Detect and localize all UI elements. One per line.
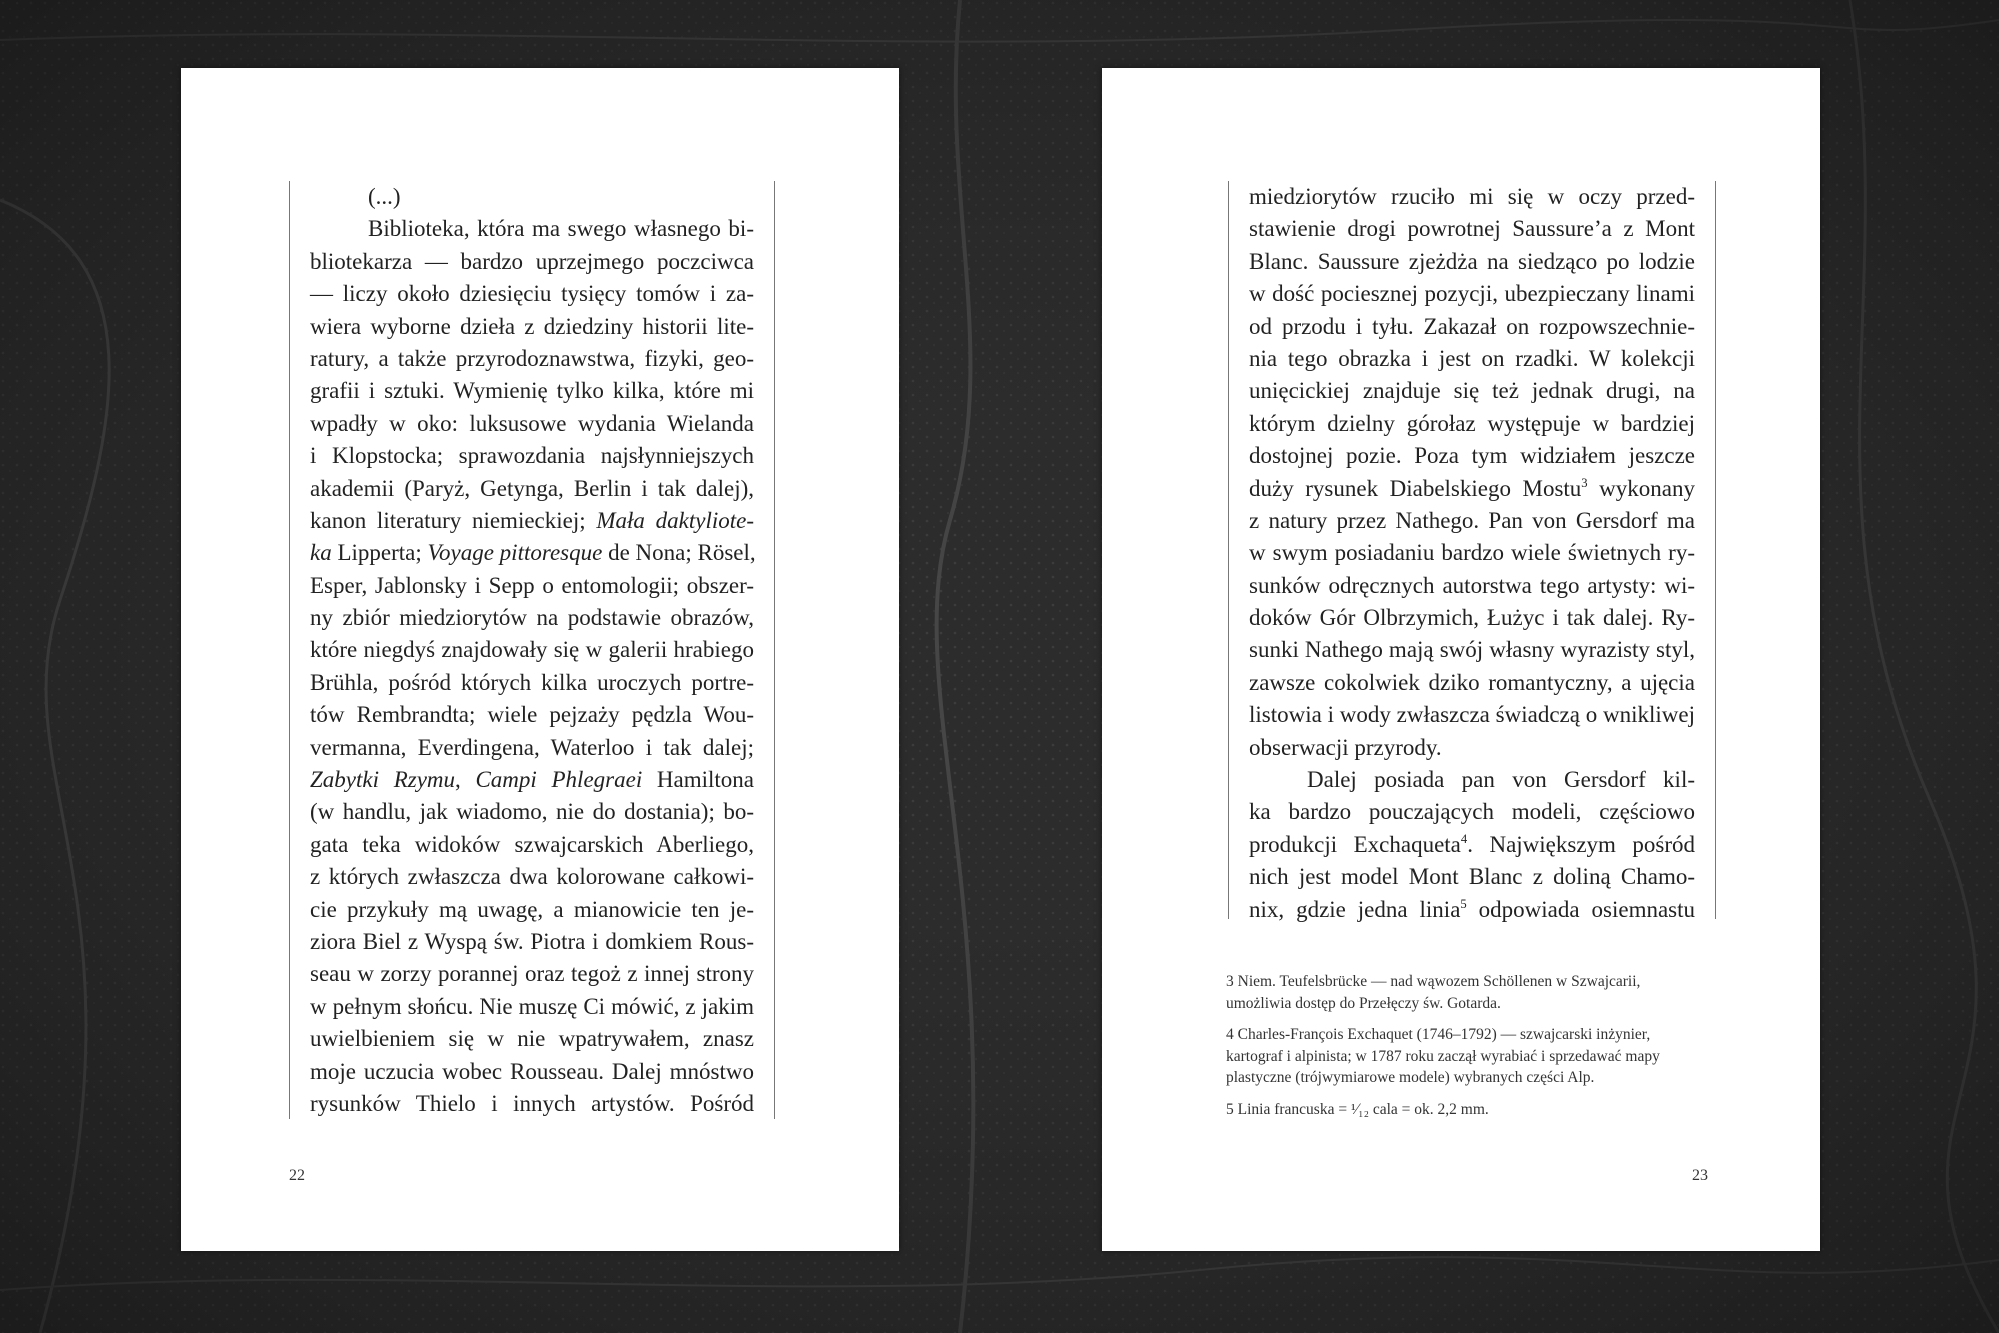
text-line: wpadły w oko: luksusowe wydania Wielanda bbox=[310, 410, 754, 436]
text-line: ziora Biel z Wyspą św. Piotra i domkiem Rous- bbox=[310, 928, 754, 954]
text-run: odpowiada osiemnastu bbox=[1466, 896, 1696, 922]
text-line: Esper, Jablonsky i Sepp o entomologii; obszer- bbox=[310, 572, 754, 598]
italic-title: ka bbox=[310, 540, 332, 566]
right-page bbox=[1102, 68, 1820, 1251]
text-line bbox=[310, 537, 754, 569]
footnote-ref: 4 bbox=[1460, 831, 1468, 846]
text-line: od przodu i tyłu. Zakazał on rozpowszechnie- bbox=[1249, 313, 1695, 339]
footnote-ref: 5 bbox=[1460, 896, 1467, 911]
text-line: w pełnym słońcu. Nie muszę Ci mówić, z jakim bbox=[310, 993, 754, 1019]
text-line: ka bardzo pouczających modeli, częściowo bbox=[1249, 799, 1695, 825]
italic-title: Campi Phlegraei bbox=[475, 767, 643, 793]
text-line: (...) bbox=[368, 184, 401, 209]
text-line: sunki Nathego mają swój własny wyrazisty styl, bbox=[1249, 637, 1695, 663]
text-line: Dalej posiada pan von Gersdorf kil- bbox=[1307, 767, 1695, 793]
text-line: obserwacji przyrody. bbox=[1249, 734, 1442, 760]
text-line: w dość pociesznej pozycji, ubezpieczany linami bbox=[1249, 281, 1695, 307]
text-line: ny zbiór miedziorytów na podstawie obrazów, bbox=[310, 605, 754, 631]
italic-title: Voyage pittoresque bbox=[427, 540, 603, 566]
footnote bbox=[1226, 971, 1718, 1014]
text-line: cie przykuły mą uwagę, a mianowicie ten je- bbox=[310, 896, 754, 922]
text-run: Lipperta; bbox=[331, 540, 428, 566]
text-line: które niegdyś znajdowały się w galerii hrabiego bbox=[310, 637, 754, 663]
text-line: gata teka widoków szwajcarskich Aberliego, bbox=[310, 831, 754, 857]
text-line: którym dzielny górołaz występuje w bardziej bbox=[1249, 410, 1695, 436]
text-run: nix, gdzie jedna linia bbox=[1249, 896, 1461, 922]
footnote-text: plastyczne (trójwymiarowe modele) wybranych części Alp. bbox=[1226, 1069, 1595, 1086]
italic-title: Zabytki Rzymu bbox=[310, 767, 456, 793]
text-line: z natury przez Nathego. Pan von Gersdorf ma bbox=[1249, 507, 1695, 533]
text-line: listowia i wody zwłaszcza świadczą o wnikliwej bbox=[1249, 702, 1695, 728]
text-run: , bbox=[455, 767, 476, 793]
text-line: akademii (Paryż, Getynga, Berlin i tak dalej), bbox=[310, 475, 754, 501]
text-line: ratury, a także przyrodoznawstwa, fizyki, geo- bbox=[310, 345, 754, 371]
left-page bbox=[181, 68, 899, 1251]
footnote-text: umożliwia dostęp do Przełęczy św. Gotarda. bbox=[1226, 994, 1501, 1012]
text-line: zawsze cokolwiek dziko romantyczny, a ujęcia bbox=[1249, 669, 1695, 695]
text-line: unięcickiej znajduje się też jednak drugi, na bbox=[1249, 378, 1695, 404]
text-line: dostojnej pozie. Poza tym widziałem jeszcze bbox=[1249, 443, 1695, 469]
text-run: . Największym pośród bbox=[1467, 831, 1696, 857]
text-line: wiera wyborne dzieła z dziedziny historii lite- bbox=[310, 313, 754, 339]
footnote bbox=[1226, 1024, 1718, 1089]
left-page-text bbox=[289, 181, 775, 1119]
text-line: z których zwłaszcza dwa kolorowane całkowi- bbox=[310, 864, 754, 890]
text-line: seau w zorzy porannej oraz tegoż z innej strony bbox=[310, 961, 754, 987]
text-line: stawienie drogi powrotnej Saussure’a z Mont bbox=[1249, 216, 1695, 242]
footnote-text: 4 Charles-François Exchaquet (1746–1792) — szwajcarski inżynier, bbox=[1226, 1026, 1651, 1043]
text-line: rysunków Thielo i innych artystów. Pośród bbox=[310, 1090, 754, 1116]
text-run: Hamiltona bbox=[642, 767, 755, 793]
text-line bbox=[1249, 473, 1695, 505]
text-line: bliotekarza — bardzo uprzejmego poczciwca bbox=[310, 248, 754, 274]
text-run: de Nona; Rösel, bbox=[602, 540, 756, 566]
text-run: duży rysunek Diabelskiego Mostu bbox=[1249, 475, 1582, 501]
page-number: 22 bbox=[289, 1167, 305, 1184]
text-line: sunków odręcznych autorstwa tego artysty: wi- bbox=[1249, 572, 1695, 598]
text-line: Brühla, pośród których kilka uroczych portre- bbox=[310, 669, 754, 695]
text-line: tów Rembrandta; wiele pejzaży pędzla Wou- bbox=[310, 702, 754, 728]
text-line: i Klopstocka; sprawozdania najsłynniejszych bbox=[310, 443, 754, 469]
text-line bbox=[310, 505, 754, 537]
footnote bbox=[1226, 1099, 1718, 1121]
text-line bbox=[1249, 829, 1695, 861]
text-line: grafii i sztuki. Wymienię tylko kilka, które mi bbox=[310, 378, 754, 404]
footnotes bbox=[1226, 971, 1718, 1130]
text-run: produkcji Exchaqueta bbox=[1249, 831, 1461, 857]
text-line: miedziorytów rzuciło mi się w oczy przed- bbox=[1249, 184, 1695, 209]
footnote-ref: 3 bbox=[1581, 475, 1588, 490]
text-line: nia tego obrazka i jest on rzadki. W kolekcji bbox=[1249, 345, 1695, 371]
text-line: Biblioteka, która ma swego własnego bi- bbox=[368, 216, 754, 242]
text-run: kanon literatury niemieckiej; bbox=[310, 507, 597, 533]
text-line: w swym posiadaniu bardzo wiele świetnych ry- bbox=[1249, 540, 1695, 566]
text-line: doków Gór Olbrzymich, Łużyc i tak dalej. Ry- bbox=[1249, 605, 1695, 631]
text-line: vermanna, Everdingena, Waterloo i tak dalej; bbox=[310, 734, 754, 760]
text-line bbox=[1249, 894, 1695, 926]
text-line: — liczy około dziesięciu tysięcy tomów i za- bbox=[310, 281, 754, 307]
footnote-text: 3 Niem. Teufelsbrücke — nad wąwozem Schöllenen w Szwajcarii, bbox=[1226, 973, 1641, 990]
footnote-text: 5 Linia francuska = ¹⁄₁₂ cala = ok. 2,2 mm. bbox=[1226, 1100, 1489, 1118]
footnote-text: kartograf i alpinista; w 1787 roku zaczął wyrabiać i sprzedawać mapy bbox=[1226, 1047, 1660, 1065]
text-line bbox=[310, 764, 754, 796]
page-number: 23 bbox=[1692, 1167, 1708, 1184]
text-line: (w handlu, jak wiadomo, nie do dostania); bo- bbox=[310, 799, 754, 825]
text-line: uwielbieniem się w nie wpatrywałem, znasz bbox=[310, 1026, 754, 1052]
text-line: nich jest model Mont Blanc z doliną Chamo- bbox=[1249, 864, 1695, 890]
text-line: Blanc. Saussure zjeżdża na siedząco po lodzie bbox=[1249, 248, 1695, 274]
text-run: wykonany bbox=[1587, 475, 1695, 501]
right-page-text bbox=[1228, 181, 1716, 922]
italic-title: Mała daktyliote- bbox=[596, 507, 754, 533]
text-line: moje uczucia wobec Rousseau. Dalej mnóstwo bbox=[310, 1058, 754, 1084]
